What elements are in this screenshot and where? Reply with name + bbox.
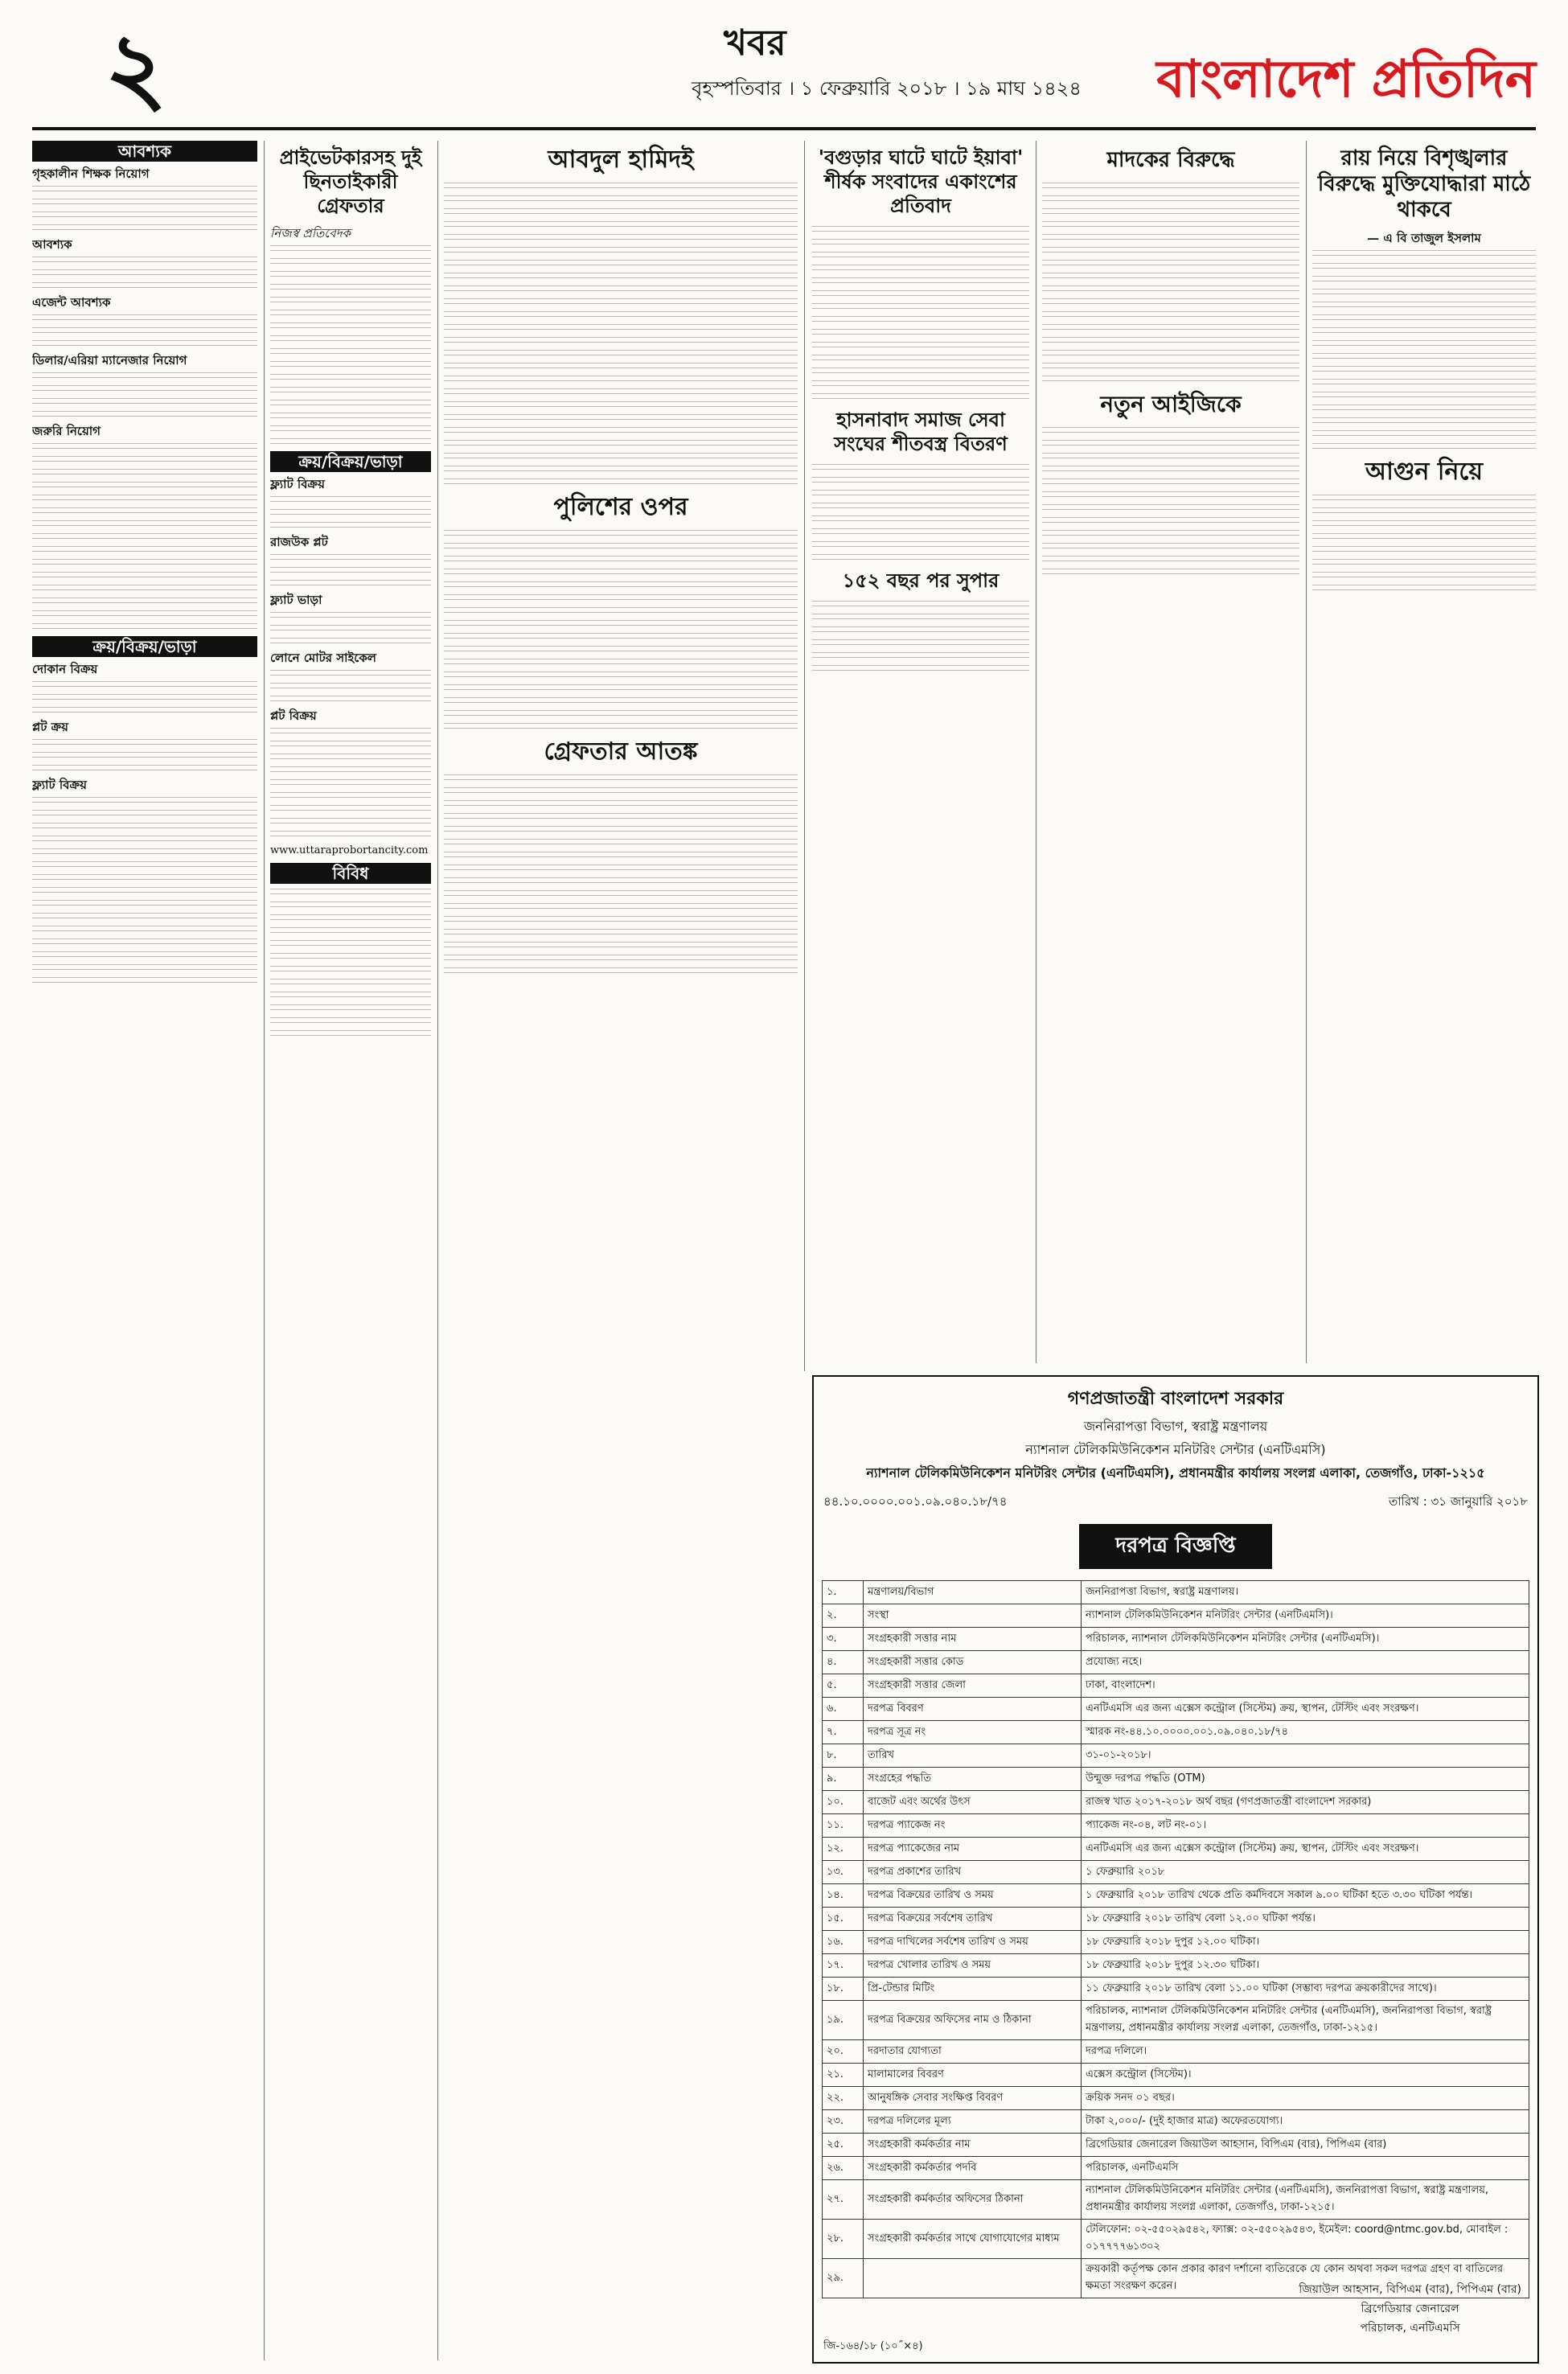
row-number: ৮. xyxy=(823,1744,864,1768)
row-value: পরিচালক, ন্যাশনাল টেলিকমিউনিকেশন মনিটরিং সেন্টার (এনটিএমসি), জননিরাপত্তা বিভাগ, স্বরাষ্ট্র মন্ত্রণালয়, প্রধানমন্ত্রীর কার্যালয় সংলগ্ন এলাকা, তেজগাঁও, ঢাকা-১২১৫। xyxy=(1082,2001,1529,2040)
tender-row xyxy=(823,1908,1529,1931)
row-field: সংগ্রহকারী সত্তার কোড xyxy=(864,1651,1082,1674)
row-number: ১৭. xyxy=(823,1954,864,1978)
row-field: দরপত্র বিক্রয়ের অফিসের নাম ও ঠিকানা xyxy=(864,2001,1082,2040)
row-field: সংগ্রহকারী কর্মকর্তার নাম xyxy=(864,2134,1082,2157)
row-field: সংগ্রহের পদ্ধতি xyxy=(864,1768,1082,1791)
tender-row xyxy=(823,1628,1529,1651)
row-value: টাকা ২,০০০/- (দুই হাজার মাত্র) অফেরতযোগ্য। xyxy=(1082,2110,1529,2134)
tender-notice xyxy=(812,1375,1539,2364)
tender-row xyxy=(823,1698,1529,1721)
classified-item: এজেন্ট আবশ্যক xyxy=(32,295,111,310)
classifieds-heading: আবশ্যক xyxy=(32,141,257,162)
dateline: বৃহস্পতিবার । ১ ফেব্রুয়ারি ২০১৮ । ১৯ মাঘ ১৪২৪ xyxy=(692,77,1082,100)
classifieds-heading-2: ক্রয়/বিক্রয়/ভাড়া xyxy=(32,636,257,657)
tender-center: ন্যাশনাল টেলিকমিউনিকেশন মনিটরিং সেন্টার (এনটিএমসি) xyxy=(1025,1442,1326,1457)
row-number: ২০. xyxy=(823,2040,864,2064)
row-field: দরপত্র খোলার তারিখ ও সময় xyxy=(864,1954,1082,1978)
classified-item: দোকান বিক্রয় xyxy=(32,662,98,676)
signatory-title: ব্রিগেডিয়ার জেনারেল xyxy=(1361,2302,1459,2315)
classified-item: প্লট বিক্রয় xyxy=(270,709,317,723)
column-divider xyxy=(804,141,805,1371)
row-field xyxy=(864,2259,1082,2298)
row-value: ন্যাশনাল টেলিকমিউনিকেশন মনিটরিং সেন্টার (এনটিএমসি)। xyxy=(1082,1604,1529,1628)
row-field: মালামালের বিবরণ xyxy=(864,2064,1082,2087)
article-headline: রায় নিয়ে বিশৃঙ্খলার বিরুদ্ধে মুক্তিযোদ্ধারা মাঠে থাকবে xyxy=(1317,146,1531,222)
article-headline-2: নতুন আইজিকে xyxy=(1100,391,1242,417)
tender-ministry: জননিরাপত্তা বিভাগ, স্বরাষ্ট্র মন্ত্রণালয় xyxy=(1083,1419,1268,1434)
page-number: ২ xyxy=(105,11,168,125)
row-value: ন্যাশনাল টেলিকমিউনিকেশন মনিটরিং সেন্টার (এনটিএমসি), জননিরাপত্তা বিভাগ, স্বরাষ্ট্র মন্ত্রণালয়, প্রধানমন্ত্রীর কার্যালয় সংলগ্ন এলাকা, তেজগাঁও, ঢাকা-১২১৫। xyxy=(1082,2180,1529,2220)
row-field: দরপত্র প্রকাশের তারিখ xyxy=(864,1861,1082,1884)
row-value: এক্সেস কন্ট্রোল (সিস্টেম)। xyxy=(1082,2064,1529,2087)
row-number: ১. xyxy=(823,1581,864,1604)
row-number: ১৯. xyxy=(823,2001,864,2040)
tender-memo: ৪৪.১০.০০০০.০০১.০৯.০৪০.১৮/৭৪ xyxy=(823,1494,1008,1509)
row-number: ২৬. xyxy=(823,2157,864,2180)
classified-item: আবশ্যক xyxy=(32,237,72,252)
row-value: ১ ফেব্রুয়ারি ২০১৮ xyxy=(1082,1861,1529,1884)
row-field: সংগ্রহকারী কর্মকর্তার পদবি xyxy=(864,2157,1082,2180)
article-headline-2: আগুন নিয়ে xyxy=(1365,458,1484,486)
news-column-3 xyxy=(444,141,798,2360)
tender-row xyxy=(823,1721,1529,1744)
tender-row xyxy=(823,1931,1529,1954)
classifieds-box-heading: ক্রয়/বিক্রয়/ভাড়া xyxy=(270,451,431,472)
row-number: ১২. xyxy=(823,1838,864,1861)
row-number: ২২. xyxy=(823,2087,864,2110)
row-number: ২৭. xyxy=(823,2180,864,2220)
signatory-name: জিয়াউল আহসান, বিপিএম (বার), পিপিএম (বার) xyxy=(1299,2283,1521,2296)
row-value: প্যাকেজ নং-০৪, লট নং-০১। xyxy=(1082,1814,1529,1838)
row-value: ১১ ফেব্রুয়ারি ২০১৮ তারিখ বেলা ১১.০০ ঘটিকা (সম্ভাব্য দরপত্র ক্রয়কারীদের সাথে)। xyxy=(1082,1978,1529,2001)
row-number: ৬. xyxy=(823,1698,864,1721)
article-headline-3: গ্রেফতার আতঙ্ক xyxy=(544,737,698,766)
newspaper-logo: বাংলাদেশ প্রতিদিন xyxy=(1156,50,1536,109)
tender-date: তারিখ : ৩১ জানুয়ারি ২০১৮ xyxy=(1388,1494,1528,1509)
section-name: খবর xyxy=(724,23,786,64)
row-value: ঢাকা, বাংলাদেশ। xyxy=(1082,1674,1529,1698)
tender-row xyxy=(823,1674,1529,1698)
tender-row xyxy=(823,2157,1529,2180)
news-column-2 xyxy=(270,141,431,2360)
row-field: সংস্থা xyxy=(864,1604,1082,1628)
classified-item: জরুরি নিয়োগ xyxy=(32,424,101,438)
misc-box-heading: বিবিধ xyxy=(270,863,431,884)
tender-title: দরপত্র বিজ্ঞপ্তি xyxy=(1079,1524,1272,1569)
column-divider xyxy=(264,141,265,2360)
row-number: ১১. xyxy=(823,1814,864,1838)
row-value: ১৮ ফেব্রুয়ারি ২০১৮ দুপুর ১২.০০ ঘটিকা। xyxy=(1082,1931,1529,1954)
row-value: উন্মুক্ত দরপত্র পদ্ধতি (OTM) xyxy=(1082,1768,1529,1791)
row-number: ৩. xyxy=(823,1628,864,1651)
row-field: দরপত্র দলিলের মূল্য xyxy=(864,2110,1082,2134)
row-value: ১৮ ফেব্রুয়ারি ২০১৮ তারিখ বেলা ১২.০০ ঘটিকা পর্যন্ত। xyxy=(1082,1908,1529,1931)
tender-table xyxy=(822,1580,1529,2298)
row-number: ২৫. xyxy=(823,2134,864,2157)
tender-signature-block xyxy=(1299,2280,1521,2338)
article-byline: — এ বি তাজুল ইসলাম xyxy=(1367,231,1481,245)
row-value: ১৮ ফেব্রুয়ারি ২০১৮ দুপুর ১২.৩০ ঘটিকা। xyxy=(1082,1954,1529,1978)
row-number: ১৫. xyxy=(823,1908,864,1931)
tender-row xyxy=(823,1581,1529,1604)
classified-item: প্লট ক্রয় xyxy=(32,720,69,734)
signatory-post: পরিচালক, এনটিএমসি xyxy=(1360,2322,1460,2335)
row-value: টেলিফোন: ০২-৫৫০২৯৫৪২, ফ্যাক্স: ০২-৫৫০২৯৫৪৩, ইমেইল: coord@ntmc.gov.bd, মোবাইল : ০১৭৭৭৭৬১৩০২ xyxy=(1082,2220,1529,2259)
classified-item: ফ্ল্যাট বিক্রয় xyxy=(270,477,325,491)
row-field: সংগ্রহকারী সত্তার জেলা xyxy=(864,1674,1082,1698)
row-field: সংগ্রহকারী কর্মকর্তার সাথে যোগাযোগের মাধ্যম xyxy=(864,2220,1082,2259)
article-headline: প্রাইভেটকারসহ দুই ছিনতাইকারী গ্রেফতার xyxy=(279,146,422,217)
classified-item: গৃহকালীন শিক্ষক নিয়োগ xyxy=(32,166,150,181)
column-divider xyxy=(1306,141,1307,1363)
row-field: দরপত্র বিবরণ xyxy=(864,1698,1082,1721)
row-value: এনটিএমসি এর জন্য এক্সেস কন্ট্রোল (সিস্টেম) ক্রয়, স্থাপন, টেস্টিং এবং সংরক্ষণ। xyxy=(1082,1698,1529,1721)
article-headline-2: হাসনাবাদ সমাজ সেবা সংঘের শীতবস্ত্র বিতরণ xyxy=(834,408,1008,455)
website-link[interactable]: www.uttaraprobortancity.com xyxy=(270,844,429,856)
tender-row xyxy=(823,2220,1529,2259)
news-column-6 xyxy=(1312,141,1536,1363)
tender-row xyxy=(823,1651,1529,1674)
tender-row xyxy=(823,1791,1529,1814)
row-value: ৩১-০১-২০১৮। xyxy=(1082,1744,1529,1768)
classified-item: ফ্ল্যাট বিক্রয় xyxy=(32,778,87,792)
row-number: ২৩. xyxy=(823,2110,864,2134)
news-column-4 xyxy=(812,141,1029,1363)
row-field: দরপত্র সূত্র নং xyxy=(864,1721,1082,1744)
tender-government: গণপ্রজাতন্ত্রী বাংলাদেশ সরকার xyxy=(1067,1389,1284,1409)
row-number: ৯. xyxy=(823,1768,864,1791)
row-field: দরদাতার যোগ্যতা xyxy=(864,2040,1082,2064)
news-column-5 xyxy=(1042,141,1299,1363)
row-value: এনটিএমসি এর জন্য এক্সেস কন্ট্রোল (সিস্টেম) ক্রয়, স্থাপন, টেস্টিং এবং সংরক্ষণ। xyxy=(1082,1838,1529,1861)
tender-row xyxy=(823,2040,1529,2064)
row-field: মন্ত্রণালয়/বিভাগ xyxy=(864,1581,1082,1604)
tender-row xyxy=(823,1838,1529,1861)
row-field: দরপত্র বিক্রয়ের তারিখ ও সময় xyxy=(864,1884,1082,1908)
tender-row xyxy=(823,1861,1529,1884)
header-rule xyxy=(32,127,1536,130)
classified-item: ফ্ল্যাট ভাড়া xyxy=(270,593,322,607)
row-field: দরপত্র প্যাকেজের নাম xyxy=(864,1838,1082,1861)
tender-row xyxy=(823,2064,1529,2087)
row-number: ১৩. xyxy=(823,1861,864,1884)
tender-row xyxy=(823,2180,1529,2220)
row-number: ৪. xyxy=(823,1651,864,1674)
tender-row xyxy=(823,2110,1529,2134)
row-value: রাজস্ব খাত ২০১৭-২০১৮ অর্থ বছর (গণপ্রজাতন্ত্রী বাংলাদেশ সরকার) xyxy=(1082,1791,1529,1814)
article-headline-2: পুলিশের ওপর xyxy=(553,493,688,521)
row-number: ১৮. xyxy=(823,1978,864,2001)
tender-row xyxy=(823,1978,1529,2001)
row-value: পরিচালক, ন্যাশনাল টেলিকমিউনিকেশন মনিটরিং সেন্টার (এনটিএমসি)। xyxy=(1082,1628,1529,1651)
row-number: ২১. xyxy=(823,2064,864,2087)
column-divider xyxy=(437,141,438,2360)
row-number: ১০. xyxy=(823,1791,864,1814)
classified-item: লোনে মোটর সাইকেল xyxy=(270,651,376,665)
row-number: ২৯. xyxy=(823,2259,864,2298)
tender-address: ন্যাশনাল টেলিকমিউনিকেশন মনিটরিং সেন্টার (এনটিএমসি), প্রধানমন্ত্রীর কার্যালয় সংলগ্ন এলাকা, তেজগাঁও, ঢাকা-১২১৫ xyxy=(866,1465,1485,1481)
row-number: ১৬. xyxy=(823,1931,864,1954)
row-field: দরপত্র দাখিলের সর্বশেষ তারিখ ও সময় xyxy=(864,1931,1082,1954)
classified-item: ডিলার/এরিয়া ম্যানেজার নিয়োগ xyxy=(32,353,187,368)
article-headline-3: ১৫২ বছর পর সুপার xyxy=(842,569,999,592)
row-field: আনুষঙ্গিক সেবার সংক্ষিপ্ত বিবরণ xyxy=(864,2087,1082,2110)
article-headline: 'বগুড়ার ঘাটে ঘাটে ইয়াবা' শীর্ষক সংবাদের একাংশের প্রতিবাদ xyxy=(818,146,1024,217)
classifieds-column xyxy=(32,141,257,2360)
tender-reference xyxy=(823,1493,1528,1513)
row-value: ১ ফেব্রুয়ারি ২০১৮ তারিখ থেকে প্রতি কর্মদিবসে সকাল ৯.০০ ঘটিকা হতে ৩.৩০ ঘটিকা পর্যন্ত। xyxy=(1082,1884,1529,1908)
tender-row xyxy=(823,1884,1529,1908)
row-value: স্মারক নং-৪৪.১০.০০০০.০০১.০৯.০৪০.১৮/৭৪ xyxy=(1082,1721,1529,1744)
row-value: দরপত্র দলিলে। xyxy=(1082,2040,1529,2064)
row-value: ক্রয়কারী কর্তৃপক্ষ কোন প্রকার কারণ দর্শানো ব্যতিরেকে যে কোন অথবা সকল দরপত্র গ্রহণ বা বাতিলের ক্ষমতা সংরক্ষণ করেন। xyxy=(1082,2259,1529,2298)
row-number: ১৪. xyxy=(823,1884,864,1908)
tender-row xyxy=(823,1814,1529,1838)
row-field: দরপত্র বিক্রয়ের সর্বশেষ তারিখ xyxy=(864,1908,1082,1931)
tender-row xyxy=(823,1604,1529,1628)
row-number: ২৮. xyxy=(823,2220,864,2259)
row-field: সংগ্রহকারী কর্মকর্তার অফিসের ঠিকানা xyxy=(864,2180,1082,2220)
row-value: ব্রিগেডিয়ার জেনারেল জিয়াউল আহসান, বিপিএম (বার), পিপিএম (বার) xyxy=(1082,2134,1529,2157)
row-number: ৫. xyxy=(823,1674,864,1698)
row-field: বাজেট এবং অর্থের উৎস xyxy=(864,1791,1082,1814)
tender-row xyxy=(823,1954,1529,1978)
tender-row xyxy=(823,1768,1529,1791)
classified-item: রাজউক প্লট xyxy=(270,535,328,549)
tender-row xyxy=(823,2001,1529,2040)
masthead xyxy=(32,8,1536,129)
article-byline: নিজস্ব প্রতিবেদক xyxy=(270,226,351,240)
row-field: সংগ্রহকারী সত্তার নাম xyxy=(864,1628,1082,1651)
row-value: পরিচালক, এনটিএমসি xyxy=(1082,2157,1529,2180)
row-number: ৭. xyxy=(823,1721,864,1744)
row-field: দরপত্র প্যাকেজ নং xyxy=(864,1814,1082,1838)
article-headline: আবদুল হামিদই xyxy=(548,146,694,174)
row-value: ক্রয়িক সনদ ০১ বছর। xyxy=(1082,2087,1529,2110)
tender-row xyxy=(823,2087,1529,2110)
tender-row xyxy=(823,1744,1529,1768)
article-headline: মাদকের বিরুদ্ধে xyxy=(1106,148,1235,172)
row-field: তারিখ xyxy=(864,1744,1082,1768)
tender-row xyxy=(823,2134,1529,2157)
row-value: প্রযোজ্য নহে। xyxy=(1082,1651,1529,1674)
row-field: প্রি-টেন্ডার মিটিং xyxy=(864,1978,1082,2001)
row-number: ২. xyxy=(823,1604,864,1628)
ad-code: জি-১৬৪/১৮ (১০˝×৪) xyxy=(823,2340,923,2352)
row-value: জননিরাপত্তা বিভাগ, স্বরাষ্ট্র মন্ত্রণালয়। xyxy=(1082,1581,1529,1604)
